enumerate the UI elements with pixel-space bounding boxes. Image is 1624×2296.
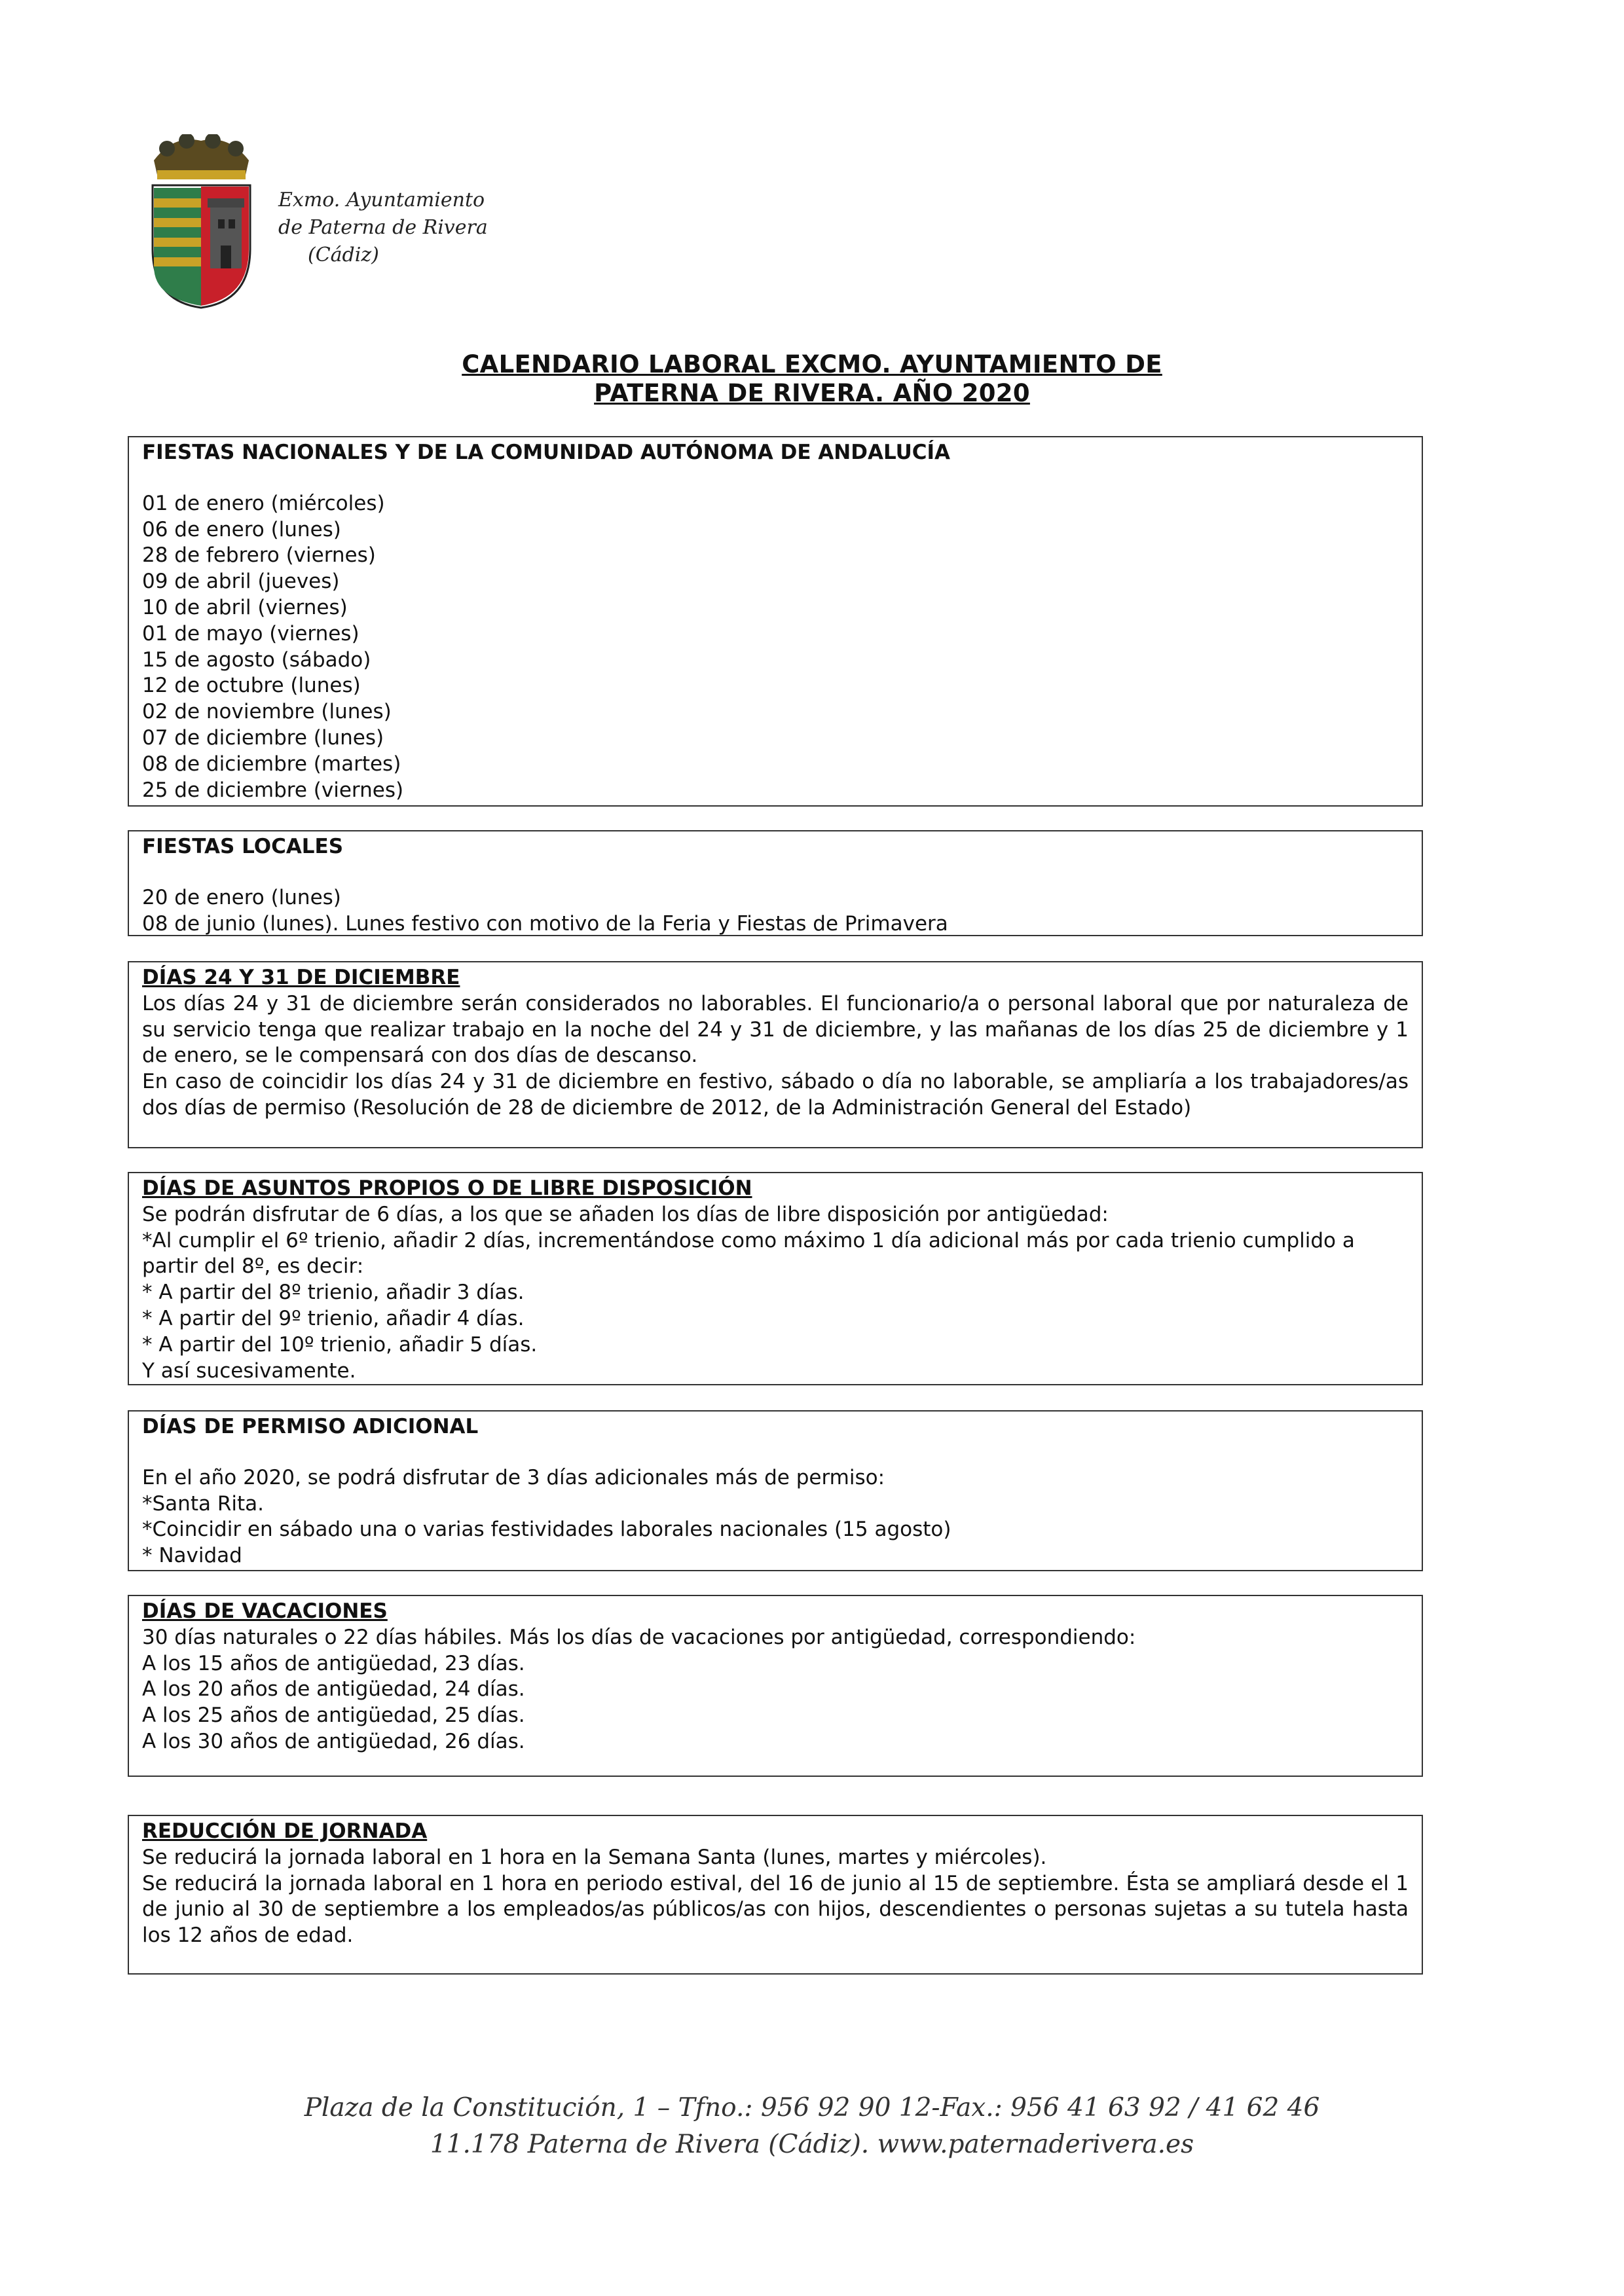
section-line: * A partir del 10º trienio, añadir 5 días. bbox=[142, 1332, 538, 1357]
holiday-item: 09 de abril (jueves) bbox=[142, 570, 340, 594]
section-line: A los 20 años de antigüedad, 24 días. bbox=[142, 1677, 525, 1702]
section-title: REDUCCIÓN DE JORNADA bbox=[142, 1819, 428, 1843]
section-paragraph: Los días 24 y 31 de diciembre serán considerados no laborables. El funcionario/a o personal laboral que por naturaleza de su servicio tenga que realizar trabajo en la noche del 24 y 31 de diciembre, y las mañanas de los días 25 de diciembre y 1 de enero, se le compensará con dos días de descanso. bbox=[142, 991, 1409, 1068]
holiday-item: 20 de enero (lunes) bbox=[142, 885, 341, 909]
section-line: Se reducirá la jornada laboral en 1 hora en periodo estival, del 16 de junio al 15 de septiembre. Ésta se ampliará desde el 1 de junio al 30 de septiembre a los empleados/as públicos/as con hijos, descendientes o personas sujetas a su tutela hasta los 12 años de edad. bbox=[142, 1871, 1409, 1948]
section-title: FIESTAS NACIONALES Y DE LA COMUNIDAD AUTÓNOMA DE ANDALUCÍA bbox=[142, 441, 951, 464]
section-fiestas-nacionales bbox=[128, 436, 1423, 807]
section-line: Y así sucesivamente. bbox=[142, 1358, 356, 1383]
section-line: * Navidad bbox=[142, 1544, 242, 1568]
institution-line: (Cádiz) bbox=[308, 244, 379, 266]
section-title: FIESTAS LOCALES bbox=[142, 835, 344, 858]
holiday-item: 01 de mayo (viernes) bbox=[142, 621, 360, 646]
section-title: DÍAS DE PERMISO ADICIONAL bbox=[142, 1415, 479, 1438]
footer-line: 11.178 Paterna de Rivera (Cádiz). www.paternaderivera.es bbox=[430, 2130, 1194, 2159]
footer-address bbox=[0, 2090, 1624, 2163]
holiday-item: 02 de noviembre (lunes) bbox=[142, 700, 392, 724]
coat-of-arms-logo bbox=[147, 134, 255, 311]
section-line: A los 25 años de antigüedad, 25 días. bbox=[142, 1704, 525, 1728]
section-line: A los 30 años de antigüedad, 26 días. bbox=[142, 1729, 525, 1753]
section-line: *Coincidir en sábado una o varias festividades laborales nacionales (15 agosto) bbox=[142, 1518, 951, 1542]
document-title bbox=[0, 350, 1624, 408]
section-line: * A partir del 9º trienio, añadir 4 días. bbox=[142, 1306, 525, 1330]
holiday-item: 08 de diciembre (martes) bbox=[142, 752, 401, 776]
section-title: DÍAS 24 Y 31 DE DICIEMBRE bbox=[142, 966, 460, 989]
section-title: DÍAS DE ASUNTOS PROPIOS O DE LIBRE DISPOSICIÓN bbox=[142, 1176, 752, 1200]
institution-name bbox=[278, 187, 488, 269]
section-fiestas-locales bbox=[128, 830, 1423, 936]
holiday-item: 08 de junio (lunes). Lunes festivo con motivo de la Feria y Fiestas de Primavera bbox=[142, 911, 948, 936]
section-dias-24-31 bbox=[128, 961, 1423, 1148]
holiday-item: 25 de diciembre (viernes) bbox=[142, 778, 404, 802]
holiday-item: 06 de enero (lunes) bbox=[142, 517, 341, 541]
section-permiso-adicional bbox=[128, 1410, 1423, 1571]
section-line: Se reducirá la jornada laboral en 1 hora en la Semana Santa (lunes, martes y miércoles). bbox=[142, 1845, 1047, 1869]
section-vacaciones bbox=[128, 1595, 1423, 1777]
title-line: PATERNA DE RIVERA. AÑO 2020 bbox=[594, 379, 1030, 407]
section-line: Se podrán disfrutar de 6 días, a los que se añaden los días de libre disposición por antigüedad: bbox=[142, 1202, 1109, 1226]
holiday-item: 10 de abril (viernes) bbox=[142, 595, 348, 619]
section-reduccion-jornada bbox=[128, 1815, 1423, 1975]
holiday-item: 12 de octubre (lunes) bbox=[142, 674, 361, 698]
holiday-item: 01 de enero (miércoles) bbox=[142, 491, 385, 515]
section-line: *Santa Rita. bbox=[142, 1491, 264, 1516]
institution-line: Exmo. Ayuntamiento bbox=[278, 189, 485, 211]
holiday-item: 07 de diciembre (lunes) bbox=[142, 725, 384, 750]
section-asuntos-propios bbox=[128, 1172, 1423, 1385]
institution-line: de Paterna de Rivera bbox=[278, 216, 488, 239]
section-line: 30 días naturales o 22 días hábiles. Más los días de vacaciones por antigüedad, correspondiendo: bbox=[142, 1625, 1136, 1649]
footer-line: Plaza de la Constitución, 1 – Tfno.: 956 92 90 12-Fax.: 956 41 63 92 / 41 62 46 bbox=[304, 2093, 1320, 2123]
section-line: *Al cumplir el 6º trienio, añadir 2 días, incrementándose como máximo 1 día adicional más por cada trienio cumplido a partir del 8º, es decir: bbox=[142, 1228, 1355, 1279]
section-title: DÍAS DE VACACIONES bbox=[142, 1599, 388, 1623]
section-line: En el año 2020, se podrá disfrutar de 3 días adicionales más de permiso: bbox=[142, 1465, 885, 1489]
section-paragraph: En caso de coincidir los días 24 y 31 de diciembre en festivo, sábado o día no laborable, se ampliaría a los trabajadores/as dos días de permiso (Resolución de 28 de diciembre de 2012, de la Administración General del Estado) bbox=[142, 1070, 1409, 1120]
holiday-item: 15 de agosto (sábado) bbox=[142, 647, 371, 672]
letterhead bbox=[147, 134, 514, 311]
title-line: CALENDARIO LABORAL EXCMO. AYUNTAMIENTO DE bbox=[462, 350, 1162, 378]
holiday-item: 28 de febrero (viernes) bbox=[142, 543, 376, 568]
section-line: * A partir del 8º trienio, añadir 3 días. bbox=[142, 1281, 525, 1305]
section-line: A los 15 años de antigüedad, 23 días. bbox=[142, 1651, 525, 1675]
